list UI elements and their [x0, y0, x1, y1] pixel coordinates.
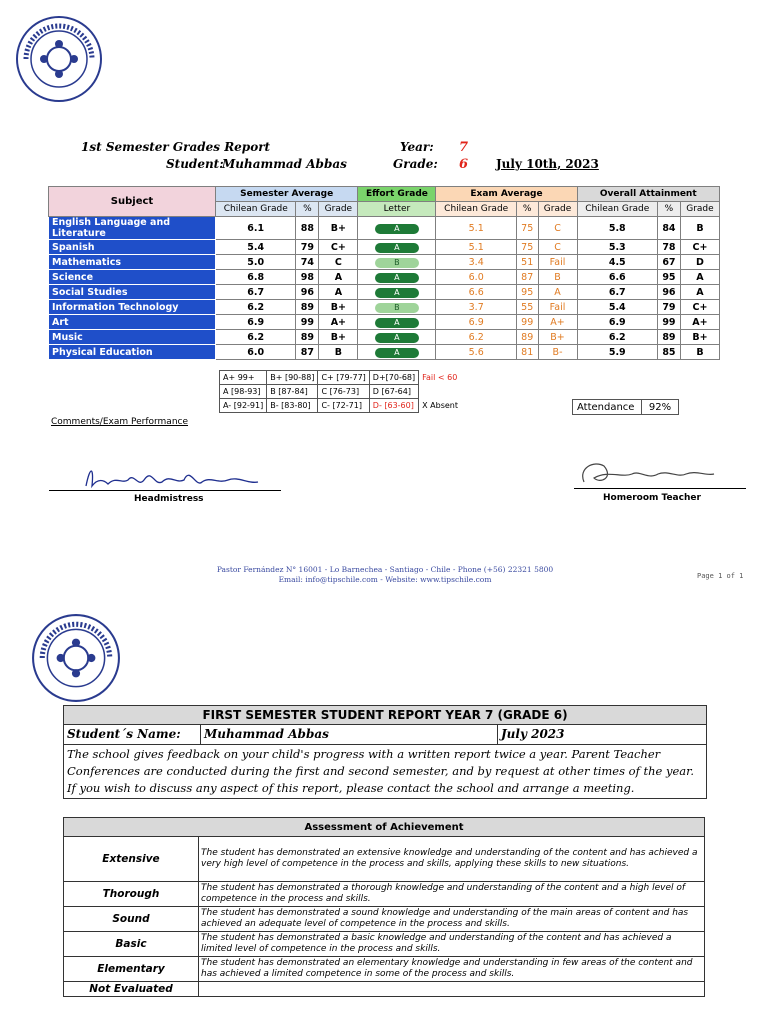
e-gr-cell: B: [538, 270, 577, 285]
sub-grade: Grade: [680, 202, 719, 217]
s-gr-cell: B: [319, 345, 358, 360]
subject-cell: Science: [49, 270, 216, 285]
effort-grade-badge: B: [375, 258, 419, 268]
o-gr-cell: C+: [680, 240, 719, 255]
assessment-row: [64, 982, 705, 997]
e-gr-cell: Fail: [538, 255, 577, 270]
table-row: [49, 270, 720, 285]
o-cg-cell: 6.2: [577, 330, 657, 345]
student-name-label: Student´s Name:: [64, 725, 201, 744]
table-row: [49, 255, 720, 270]
subject-cell: Spanish: [49, 240, 216, 255]
e-cg-cell: 5.1: [436, 240, 516, 255]
e-gr-cell: B-: [538, 345, 577, 360]
table-row: [49, 217, 720, 240]
student-name: Muhammad Abbas: [222, 157, 347, 171]
assessment-title: Assessment of Achievement: [64, 818, 705, 837]
assessment-level: Elementary: [64, 957, 199, 982]
subject-cell: Music: [49, 330, 216, 345]
assessment-description: The student has demonstrated a basic knowledge and understanding of the content and has achieved a limited level of competence in the process and skills.: [199, 932, 705, 957]
o-gr-cell: B: [680, 345, 719, 360]
e-gr-cell: C: [538, 240, 577, 255]
s-cg-cell: 6.0: [216, 345, 296, 360]
student-name-value: Muhammad Abbas: [201, 725, 498, 744]
s-gr-cell: B+: [319, 330, 358, 345]
footer-line-1: Pastor Fernández N° 16001 - Lo Barnechea - Santiago - Chile - Phone (+56) 22321 5800: [216, 565, 554, 574]
effort-cell: [358, 255, 436, 270]
student-label: Student:: [166, 157, 224, 171]
s-cg-cell: 6.7: [216, 285, 296, 300]
s-cg-cell: 6.2: [216, 330, 296, 345]
o-pct-cell: 89: [657, 330, 680, 345]
o-gr-cell: B+: [680, 330, 719, 345]
student-report-title: FIRST SEMESTER STUDENT REPORT YEAR 7 (GRADE 6): [64, 706, 706, 725]
signature-icon: [78, 458, 278, 494]
assessment-description: The student has demonstrated an elementary knowledge and understanding in few areas of the content and has achieved a limited competence in some of the process and skills.: [199, 957, 705, 982]
effort-grade-badge: B: [375, 303, 419, 313]
page-number: Page 1 of 1: [697, 572, 744, 580]
assessment-level: Sound: [64, 907, 199, 932]
homeroom-signature: [574, 458, 724, 492]
s-gr-cell: A: [319, 285, 358, 300]
attendance-table: [572, 399, 679, 415]
o-gr-cell: B: [680, 217, 719, 240]
o-gr-cell: A+: [680, 315, 719, 330]
sub-percent: %: [296, 202, 319, 217]
grade-key-table: [219, 370, 488, 413]
e-gr-cell: B+: [538, 330, 577, 345]
effort-grade-badge: A: [375, 273, 419, 283]
report-date: July 10th, 2023: [496, 157, 599, 171]
subject-cell: Art: [49, 315, 216, 330]
assessment-row: [64, 957, 705, 982]
assessment-table: [63, 817, 705, 997]
assessment-level: Extensive: [64, 837, 199, 882]
headmistress-label: Headmistress: [134, 494, 204, 504]
o-pct-cell: 84: [657, 217, 680, 240]
assessment-level: Thorough: [64, 882, 199, 907]
homeroom-line: [574, 488, 746, 489]
s-cg-cell: 5.0: [216, 255, 296, 270]
e-cg-cell: 3.7: [436, 300, 516, 315]
report-title: 1st Semester Grades Report: [81, 140, 271, 154]
table-row: [49, 330, 720, 345]
effort-cell: [358, 217, 436, 240]
table-row: [49, 300, 720, 315]
o-cg-cell: 4.5: [577, 255, 657, 270]
subject-cell: Information Technology: [49, 300, 216, 315]
assessment-description: The student has demonstrated a thorough knowledge and understanding of the content and a high level of competence in the process and skills.: [199, 882, 705, 907]
grade-key-cell: D [67-64]: [369, 385, 418, 399]
e-gr-cell: Fail: [538, 300, 577, 315]
s-pct-cell: 89: [296, 300, 319, 315]
s-pct-cell: 96: [296, 285, 319, 300]
comments-label: Comments/Exam Performance: [51, 417, 189, 427]
grade-key-cell: C+ [79-77]: [318, 371, 369, 385]
o-gr-cell: A: [680, 270, 719, 285]
effort-cell: [358, 330, 436, 345]
effort-grade-badge: A: [375, 224, 419, 234]
assessment-row: [64, 907, 705, 932]
sub-percent: %: [516, 202, 538, 217]
grade-key-cell: X Absent: [422, 401, 459, 410]
assessment-row: [64, 932, 705, 957]
e-cg-cell: 5.1: [436, 217, 516, 240]
table-row: [49, 285, 720, 300]
e-pct-cell: 75: [516, 217, 538, 240]
e-gr-cell: C: [538, 217, 577, 240]
table-row: [49, 315, 720, 330]
grade-key-cell: A [98-93]: [220, 385, 267, 399]
school-seal-icon: [30, 612, 122, 704]
o-pct-cell: 95: [657, 270, 680, 285]
grade-key-cell: C [76-73]: [318, 385, 369, 399]
e-pct-cell: 51: [516, 255, 538, 270]
attendance-label: Attendance: [573, 400, 642, 415]
s-gr-cell: B+: [319, 300, 358, 315]
s-pct-cell: 89: [296, 330, 319, 345]
e-pct-cell: 99: [516, 315, 538, 330]
student-report-intro: The school gives feedback on your child's progress with a written report twice a year. Parent Teacher Conferences are conducted during the first and second semester, and by request at other times of the year. If you wish to discuss any aspect of this report, please contact the school and arrange a meeting.: [67, 747, 695, 795]
sub-chilean: Chilean Grade: [577, 202, 657, 217]
assessment-description: The student has demonstrated an extensive knowledge and understanding of the content and has achieved a very high level of competence in the process and skills, applying these skills to new situations.: [199, 837, 705, 882]
sub-grade: Grade: [538, 202, 577, 217]
footer-line-2: Email: info@tipschile.com - Website: www.tipschile.com: [278, 575, 492, 584]
s-gr-cell: A+: [319, 315, 358, 330]
s-cg-cell: 6.9: [216, 315, 296, 330]
e-pct-cell: 81: [516, 345, 538, 360]
e-cg-cell: 6.6: [436, 285, 516, 300]
s-gr-cell: A: [319, 270, 358, 285]
grade-key-row: [220, 385, 488, 399]
grade-key-cell: [419, 385, 488, 399]
grade-key-cell: D+[70-68]: [369, 371, 418, 385]
group-effort: Effort Grade: [358, 187, 436, 202]
sub-grade: Grade: [319, 202, 358, 217]
o-cg-cell: 6.9: [577, 315, 657, 330]
o-cg-cell: 5.4: [577, 300, 657, 315]
assessment-row: [64, 882, 705, 907]
school-seal-top: [14, 14, 104, 104]
o-cg-cell: 5.3: [577, 240, 657, 255]
s-cg-cell: 5.4: [216, 240, 296, 255]
s-cg-cell: 6.1: [216, 217, 296, 240]
effort-cell: [358, 270, 436, 285]
effort-grade-badge: A: [375, 348, 419, 358]
student-name-row: [64, 725, 706, 745]
effort-cell: [358, 240, 436, 255]
grade-key-cell: B+ [90-88]: [267, 371, 318, 385]
subject-cell: Mathematics: [49, 255, 216, 270]
o-cg-cell: 5.9: [577, 345, 657, 360]
subject-cell: Physical Education: [49, 345, 216, 360]
grade-key-row: [220, 371, 488, 385]
e-pct-cell: 75: [516, 240, 538, 255]
assessment-level: Basic: [64, 932, 199, 957]
table-row: [49, 345, 720, 360]
o-gr-cell: C+: [680, 300, 719, 315]
effort-grade-badge: A: [375, 318, 419, 328]
e-pct-cell: 89: [516, 330, 538, 345]
s-pct-cell: 79: [296, 240, 319, 255]
e-cg-cell: 3.4: [436, 255, 516, 270]
effort-grade-badge: A: [375, 288, 419, 298]
sub-percent: %: [657, 202, 680, 217]
grade-value: 6: [459, 157, 469, 172]
sub-chilean: Chilean Grade: [436, 202, 516, 217]
assessment-row: [64, 837, 705, 882]
assessment-description: The student has demonstrated a sound knowledge and understanding of the main areas of content and has achieved an adequate level of competence in the process and skills.: [199, 907, 705, 932]
e-pct-cell: 55: [516, 300, 538, 315]
table-row: [49, 240, 720, 255]
grade-key-cell: D- [63-60]: [369, 399, 418, 413]
sub-letter: Letter: [358, 202, 436, 217]
col-subject: Subject: [49, 187, 216, 217]
grade-key-cell: B- [83-80]: [267, 399, 318, 413]
subject-cell: Social Studies: [49, 285, 216, 300]
s-pct-cell: 98: [296, 270, 319, 285]
homeroom-label: Homeroom Teacher: [603, 493, 701, 503]
effort-cell: [358, 345, 436, 360]
s-pct-cell: 88: [296, 217, 319, 240]
o-pct-cell: 99: [657, 315, 680, 330]
s-pct-cell: 87: [296, 345, 319, 360]
student-report-box: [63, 705, 707, 799]
group-semester: Semester Average: [216, 187, 358, 202]
grade-key-cell: A+ 99+: [220, 371, 267, 385]
group-overall: Overall Attainment: [577, 187, 719, 202]
s-gr-cell: C+: [319, 240, 358, 255]
grades-table: [48, 186, 720, 360]
s-cg-cell: 6.2: [216, 300, 296, 315]
grade-key-cell: A- [92-91]: [220, 399, 267, 413]
group-exam: Exam Average: [436, 187, 577, 202]
e-cg-cell: 6.0: [436, 270, 516, 285]
effort-grade-badge: A: [375, 333, 419, 343]
year-label: Year:: [400, 140, 434, 154]
o-gr-cell: A: [680, 285, 719, 300]
e-pct-cell: 95: [516, 285, 538, 300]
grade-key-cell: C- [72-71]: [318, 399, 369, 413]
subject-cell: English Language and Literature: [49, 217, 216, 240]
school-seal-icon: [14, 14, 104, 104]
o-pct-cell: 85: [657, 345, 680, 360]
sub-chilean: Chilean Grade: [216, 202, 296, 217]
student-report-date: July 2023: [501, 727, 565, 741]
assessment-level: Not Evaluated: [64, 982, 199, 997]
school-seal-bottom: [30, 612, 122, 704]
attendance-value: 92%: [642, 400, 679, 415]
assessment-description: [199, 982, 705, 997]
grade-label: Grade:: [393, 157, 438, 171]
s-gr-cell: B+: [319, 217, 358, 240]
s-cg-cell: 6.8: [216, 270, 296, 285]
effort-cell: [358, 315, 436, 330]
s-gr-cell: C: [319, 255, 358, 270]
signature-icon: [574, 458, 724, 492]
year-value: 7: [459, 140, 469, 155]
o-cg-cell: 5.8: [577, 217, 657, 240]
o-cg-cell: 6.7: [577, 285, 657, 300]
headmistress-line: [49, 490, 281, 491]
headmistress-signature: [78, 458, 278, 494]
effort-cell: [358, 300, 436, 315]
o-pct-cell: 67: [657, 255, 680, 270]
o-pct-cell: 96: [657, 285, 680, 300]
e-gr-cell: A: [538, 285, 577, 300]
effort-grade-badge: A: [375, 243, 419, 253]
o-pct-cell: 78: [657, 240, 680, 255]
grade-key-cell: B [87-84]: [267, 385, 318, 399]
o-pct-cell: 79: [657, 300, 680, 315]
s-pct-cell: 99: [296, 315, 319, 330]
grade-key-row: [220, 399, 488, 413]
grade-key-cell: Fail < 60: [422, 373, 458, 382]
e-cg-cell: 6.9: [436, 315, 516, 330]
o-gr-cell: D: [680, 255, 719, 270]
e-pct-cell: 87: [516, 270, 538, 285]
s-pct-cell: 74: [296, 255, 319, 270]
o-cg-cell: 6.6: [577, 270, 657, 285]
footer-address: [180, 565, 590, 585]
e-gr-cell: A+: [538, 315, 577, 330]
effort-cell: [358, 285, 436, 300]
e-cg-cell: 6.2: [436, 330, 516, 345]
e-cg-cell: 5.6: [436, 345, 516, 360]
